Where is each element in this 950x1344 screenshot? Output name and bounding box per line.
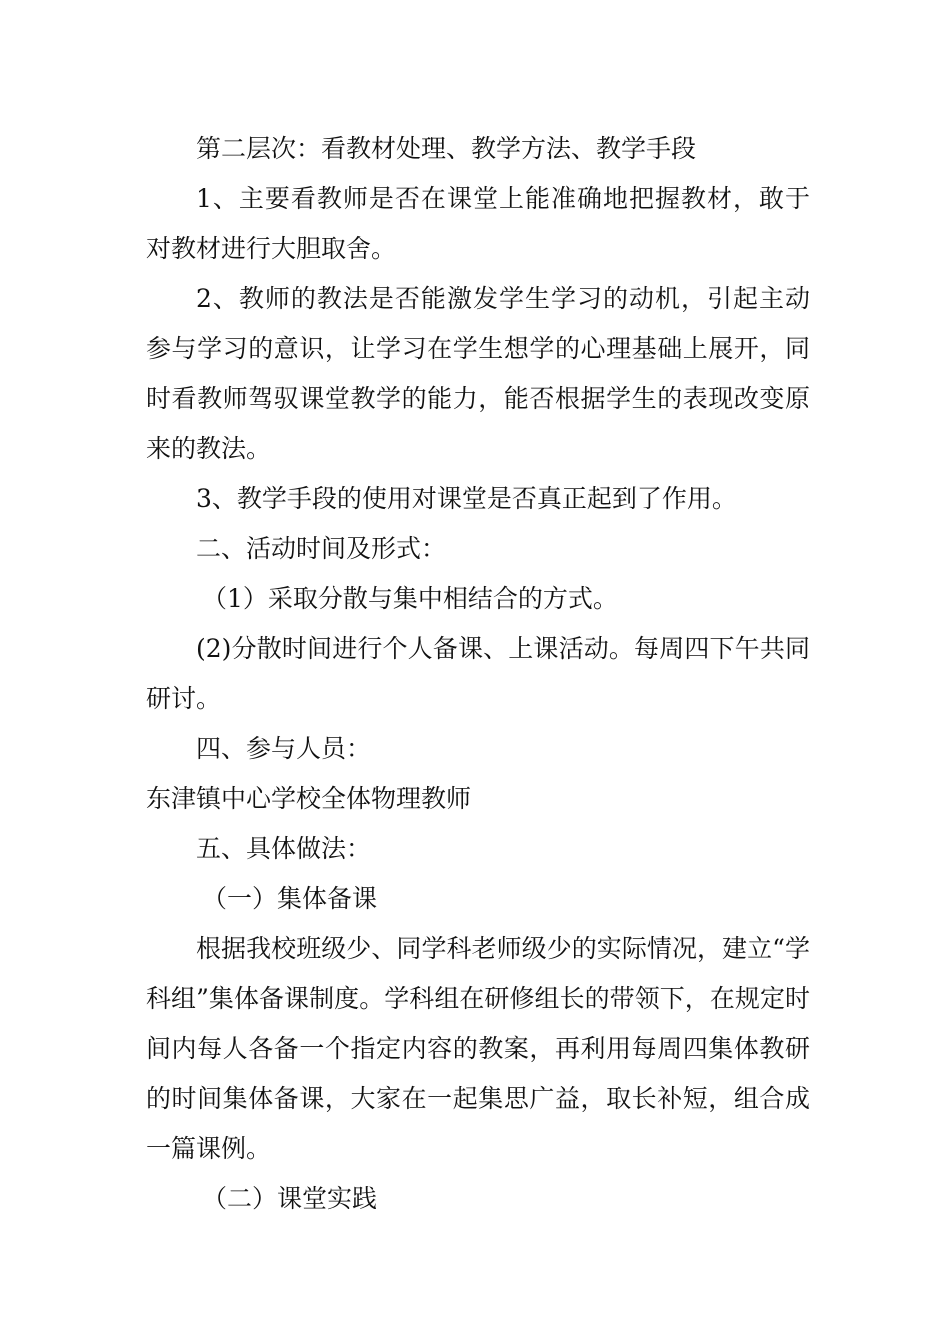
section-heading-practices: 五、具体做法：: [196, 834, 372, 863]
section-heading-activity-time: 二、活动时间及形式：: [196, 534, 447, 563]
paragraph-participants: 东津镇中心学校全体物理教师: [146, 784, 472, 813]
paragraph-method-2: (2)分散时间进行个人备课、上课活动。每周四下午共同研讨。: [146, 634, 810, 713]
paragraph-item-2: 2、教师的教法是否能激发学生学习的动机，引起主动参与学习的意识，让学习在学生想学的心理基础上展开，同时看教师驾驭课堂教学的能力，能否根据学生的表现改变原来的教法。: [146, 284, 810, 463]
document-body: [146, 124, 810, 1224]
paragraph-item-3: 3、教学手段的使用对课堂是否真正起到了作用。: [196, 484, 737, 513]
paragraph-level-two-heading: 第二层次：看教材处理、教学方法、教学手段: [196, 134, 697, 163]
paragraph-method-1: （1）采取分散与集中相结合的方式。: [202, 584, 618, 613]
section-heading-participants: 四、参与人员：: [196, 734, 372, 763]
subsection-heading-group-prep: （一）集体备课: [202, 884, 378, 913]
paragraph-group-prep: 根据我校班级少、同学科老师级少的实际情况，建立“学科组”集体备课制度。学科组在研修组长的带领下，在规定时间内每人各备一个指定内容的教案，再利用每周四集体教研的时间集体备课，大家在一起集思广益，取长补短，组合成一篇课例。: [146, 934, 810, 1163]
paragraph-item-1: 1、主要看教师是否在课堂上能准确地把握教材，敢于对教材进行大胆取舍。: [146, 184, 810, 263]
subsection-heading-classroom-practice: （二）课堂实践: [202, 1184, 378, 1213]
